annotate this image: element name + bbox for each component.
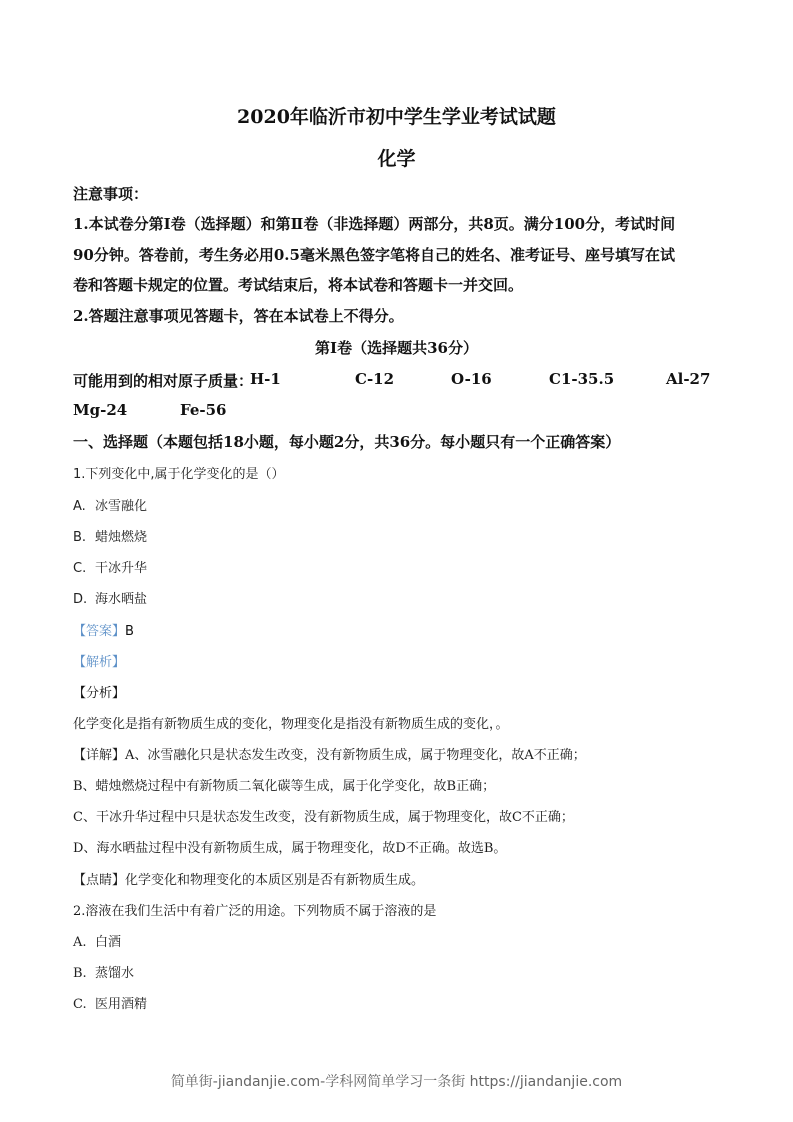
notes-item1-line1: 1.本试卷分第Ⅰ卷（选择题）和第Ⅱ卷（非选择题）两部分，共8页。满分100分，考试时间 xyxy=(73,215,676,233)
atomic-mass-fe: Fe-56 xyxy=(180,401,227,419)
footer-watermark: 简单街-jiandanjie.com-学科网简单学习一条街 https://jiandanjie.com xyxy=(170,1074,623,1090)
option-text: 冰雪融化 xyxy=(95,499,148,514)
detail-label: 【详解】 xyxy=(73,748,126,763)
answer-value: B xyxy=(125,624,134,639)
question2-option-c xyxy=(73,993,147,1012)
option-text: 医用酒精 xyxy=(95,997,148,1012)
option-text: 蜡烛燃烧 xyxy=(95,530,148,545)
atomic-mass-label: 可能用到的相对原子质量： xyxy=(73,372,254,390)
atomic-mass-mg: Mg-24 xyxy=(73,401,128,419)
option-text: 蒸馏水 xyxy=(95,966,135,981)
question1-option-a xyxy=(73,495,147,514)
atomic-mass-al: Al-27 xyxy=(666,370,711,388)
question1-option-d xyxy=(73,588,147,607)
question1-fenxi-text: 化学变化是指有新物质生成的变化，物理变化是指没有新物质生成的变化，。 xyxy=(73,717,509,732)
option-letter: C. xyxy=(73,561,87,576)
question1-stem: 1.下列变化中,属于化学变化的是（） xyxy=(73,467,285,482)
question1-fenxi-label: 【分析】 xyxy=(73,686,126,701)
question1-option-c xyxy=(73,557,147,576)
atomic-mass-cl: C1-35.5 xyxy=(549,370,615,388)
notes-item1-line2: 90分钟。答卷前，考生务必用0.5毫米黑色签字笔将自己的姓名、准考证号、座号填写在试 xyxy=(73,246,675,264)
detail-text: A、冰雪融化只是状态发生改变，没有新物质生成，属于物理变化，故A不正确； xyxy=(125,748,586,763)
question1-detail-c: C、干冰升华过程中只是状态发生改变，没有新物质生成，属于物理变化，故C不正确； xyxy=(73,810,574,825)
option-letter: D. xyxy=(73,592,88,607)
dianjing-text: 化学变化和物理变化的本质区别是否有新物质生成。 xyxy=(125,873,425,888)
question1-answer xyxy=(73,620,134,639)
option-text: 白酒 xyxy=(95,935,122,950)
option-text: 干冰升华 xyxy=(95,561,148,576)
question1-dianjing xyxy=(73,869,424,888)
question1-detail-d: D、海水晒盐过程中没有新物质生成，属于物理变化，故D不正确。故选B。 xyxy=(73,841,507,856)
section-heading: 一、选择题（本题包括18小题，每小题2分，共36分。每小题只有一个正确答案） xyxy=(73,433,621,451)
notes-item1-line3: 卷和答题卡规定的位置。考试结束后，将本试卷和答题卡一并交回。 xyxy=(73,276,524,294)
question2-stem: 2.溶液在我们生活中有着广泛的用途。下列物质不属于溶液的是 xyxy=(73,904,437,919)
option-letter: A. xyxy=(73,935,87,950)
notes-item2: 2.答题注意事项见答题卡，答在本试卷上不得分。 xyxy=(73,307,404,325)
option-text: 海水晒盐 xyxy=(95,592,148,607)
atomic-mass-o: O-16 xyxy=(451,370,492,388)
volume1-title: 第Ⅰ卷（选择题共36分） xyxy=(315,339,478,357)
question1-detail-a xyxy=(73,744,586,763)
atomic-mass-c: C-12 xyxy=(355,370,395,388)
option-letter: C. xyxy=(73,997,87,1012)
analysis-label: 【解析】 xyxy=(73,655,126,670)
dianjing-label: 【点睛】 xyxy=(73,873,126,888)
question2-option-b xyxy=(73,962,134,981)
exam-title: 2020年临沂市初中学生学业考试试题 xyxy=(237,106,556,128)
question2-option-a xyxy=(73,931,121,950)
exam-subject: 化学 xyxy=(377,148,416,170)
option-letter: B. xyxy=(73,966,87,981)
question1-analysis-label xyxy=(73,651,125,670)
option-letter: A. xyxy=(73,499,86,514)
answer-label: 【答案】 xyxy=(73,624,126,639)
option-letter: B. xyxy=(73,530,87,545)
question1-option-b xyxy=(73,526,147,545)
question1-detail-b: B、蜡烛燃烧过程中有新物质二氧化碳等生成，属于化学变化，故B正确； xyxy=(73,779,496,794)
notes-heading: 注意事项： xyxy=(73,185,149,203)
atomic-mass-h: H-1 xyxy=(250,370,281,388)
